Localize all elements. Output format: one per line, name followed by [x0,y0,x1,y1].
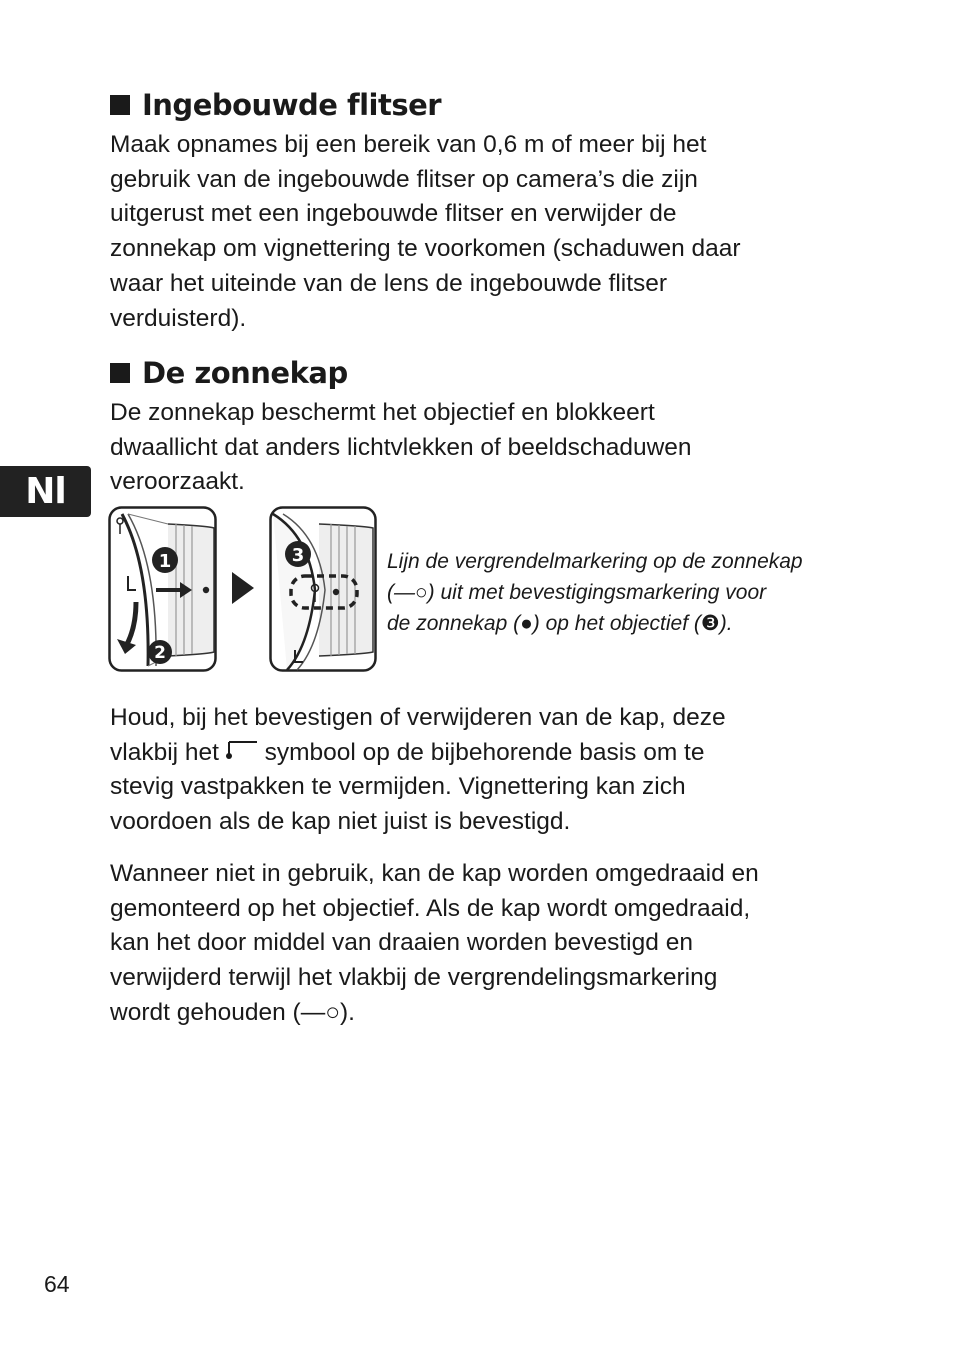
section-heading-lens-hood [110,356,348,390]
hood-grip-symbol-icon [226,737,258,763]
page-number: 64 [44,1271,70,1297]
text-line: kan het door middel van draaien worden bevestigd en [110,929,693,957]
text-line: voordoen als de kap niet juist is bevestigd. [110,808,571,836]
figure-caption [387,546,803,639]
callout-1-icon [152,547,178,573]
text-line: Houd, bij het bevestigen of verwijderen van de kap, deze [110,704,726,731]
text-line: gebruik van de ingebouwde flitser op camera’s die zijn [110,165,698,193]
text-line: vlakbij het symbool op de bijbehorende basis om te [110,738,705,766]
text-line: gemonteerd op het objectief. Als de kap wordt omgedraaid, [110,894,751,922]
text-line: Wanneer niet in gebruik, kan de kap worden omgedraaid en [110,860,759,887]
svg-text:2: 2 [154,643,166,663]
section-heading-text: De zonnekap [142,356,348,390]
text-line: waar het uiteinde van de lens de ingebouwde flitser [110,269,668,297]
caption-line: (—○) uit met bevestigingsmarkering voor [387,581,767,604]
square-bullet-icon [110,363,130,383]
text-line: De zonnekap beschermt het objectief en blokkeert [110,399,655,426]
square-bullet-icon [110,95,130,115]
text-line: Maak opnames bij een bereik van 0,6 m of meer bij het [110,131,707,158]
caption-line: Lijn de vergrendelmarkering op de zonnekap [387,550,803,573]
lens-hood-paragraph [110,396,692,500]
hood-aligned-illustration [269,506,377,672]
text-line: dwaallicht dat anders lichtvlekken of beeldschaduwen [110,433,692,461]
language-tab: Nl [0,466,91,517]
caption-line: de zonnekap (●) op het objectief (❸). [387,612,733,635]
section-heading-built-in-flash [110,88,441,122]
text-line: veroorzaakt. [110,468,245,496]
callout-2-icon [148,640,172,664]
attach-instructions-paragraph [110,701,726,840]
callout-3-icon [285,541,311,567]
text-line: wordt gehouden (—○). [110,998,355,1026]
text-line: uitgerust met een ingebouwde flitser en verwijder de [110,200,677,228]
text-line: verduisterd). [110,304,247,332]
section-heading-text: Ingebouwde flitser [142,88,442,122]
svg-text:1: 1 [158,551,172,572]
text-line: verwijderd terwijl het vlakbij de vergrendelingsmarkering [110,964,718,992]
text-line: stevig vastpakken te vermijden. Vignettering kan zich [110,773,686,801]
built-in-flash-paragraph [110,128,741,336]
hood-attach-illustration [108,506,217,672]
svg-text:3: 3 [291,545,305,566]
storage-instructions-paragraph [110,857,759,1031]
play-arrow-icon [228,570,258,606]
text-line: zonnekap om vignettering te voorkomen (schaduwen daar [110,235,741,263]
